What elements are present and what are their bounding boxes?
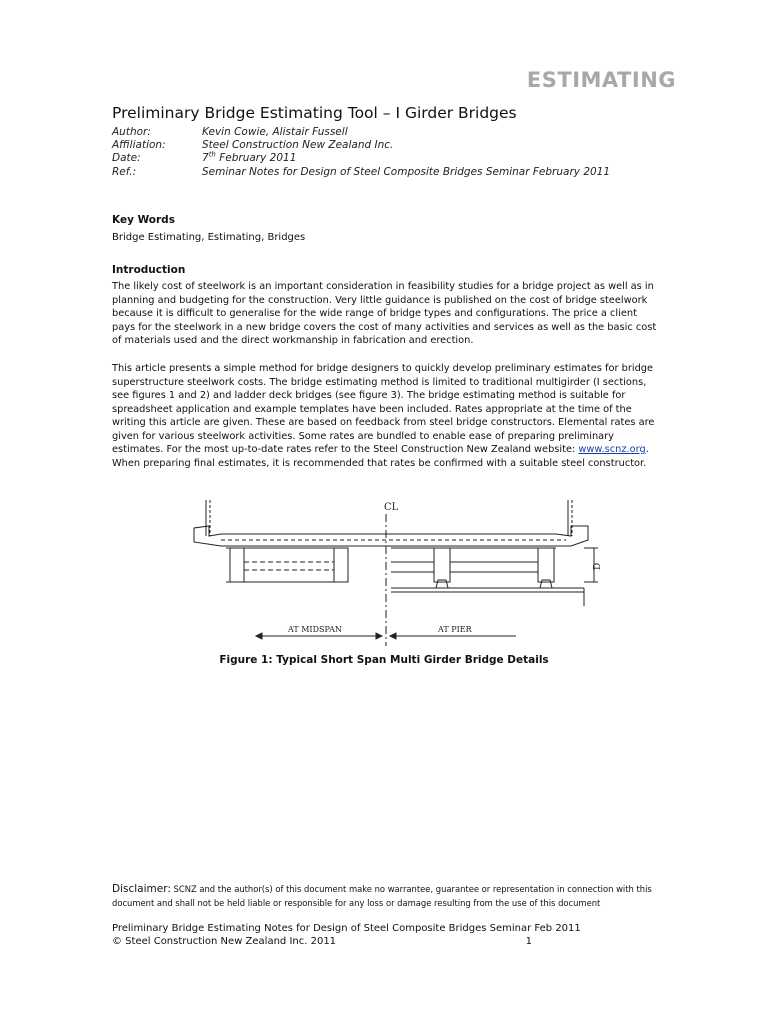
- link-prefix: estimates. For the most up-to-date rates refer to the Steel Construction New Zealand website:: [112, 444, 579, 455]
- disclaimer-text: SCNZ and the author(s) of this document make no warrantee, guarantee or representation in connection with this: [170, 884, 652, 894]
- depth-label: D: [593, 562, 603, 570]
- paragraph-line: given for various steelwork activities. Some rates are bundled to enable ease of preparing preliminary: [112, 430, 614, 442]
- paragraph-line: pays for the steelwork in a new bridge covers the cost of many activities and services as well as the basic cost: [112, 321, 657, 333]
- page-footer: [112, 922, 581, 948]
- figure-caption: Figure 1: Typical Short Span Multi Girder Bridge Details: [219, 654, 549, 666]
- footer-title: Preliminary Bridge Estimating Notes for Design of Steel Composite Bridges Seminar Feb 2011: [112, 923, 581, 934]
- meta-affiliation-value: Steel Construction New Zealand Inc.: [202, 139, 394, 152]
- introduction-paragraph-1: [112, 280, 672, 348]
- disclaimer-heading: Disclaimer:: [112, 883, 171, 895]
- link-suffix: .: [645, 444, 649, 455]
- footer-copyright: © Steel Construction New Zealand Inc. 2011: [112, 936, 337, 947]
- disclaimer: [112, 882, 682, 910]
- introduction-heading: Introduction: [112, 264, 186, 276]
- paragraph-line: planning and budgeting for the construction. Very little guidance is published on the cost of bridge steelwork: [112, 294, 648, 306]
- meta-ref-label: Ref.:: [112, 165, 137, 178]
- paragraph-line: because it is difficult to generalise for the wide range of bridge types and configurations. The price a client: [112, 308, 637, 319]
- document-title: Preliminary Bridge Estimating Tool – I Girder Bridges: [112, 104, 517, 122]
- paragraph-line-with-link: [112, 443, 672, 457]
- document-metadata: [112, 126, 610, 179]
- disclaimer-line: document and shall not be held liable or responsible for any loss or damage resulting from the use of this document: [112, 898, 601, 908]
- paragraph-line: When preparing final estimates, it is recommended that rates be confirmed with a suitable steel constructor.: [112, 457, 647, 469]
- meta-date-suffix: th: [208, 150, 216, 159]
- keywords-heading: Key Words: [112, 214, 175, 226]
- footer-copyright-row: [112, 935, 532, 948]
- paragraph-line: This article presents a simple method for bridge designers to quickly develop preliminary estimates for bridge: [112, 363, 654, 374]
- paragraph-line: superstructure steelwork costs. The bridge estimating method is limited to traditional multigirder (I sections,: [112, 376, 647, 388]
- meta-ref-value: Seminar Notes for Design of Steel Composite Bridges Seminar February 2011: [202, 165, 611, 178]
- meta-author-label: Author:: [112, 126, 151, 138]
- footer-title-row: [112, 922, 581, 935]
- section-header: ESTIMATING: [526, 68, 676, 92]
- paragraph-line: spreadsheet application and example templates have been included. Rates appropriate at the time of the: [112, 403, 632, 415]
- meta-author-row: [112, 126, 610, 139]
- scnz-website-link[interactable]: www.scnz.org: [578, 444, 646, 455]
- paragraph-line: The likely cost of steelwork is an important consideration in feasibility studies for a bridge project as well as in: [112, 281, 654, 292]
- introduction-paragraph-2: [112, 362, 672, 470]
- meta-date-day: 7: [202, 152, 209, 165]
- centerline-label: CL: [384, 502, 399, 513]
- meta-date-row: [112, 152, 610, 165]
- page-number: 1: [525, 936, 532, 947]
- meta-ref-row: [112, 166, 610, 179]
- meta-date-rest: February 2011: [215, 152, 297, 165]
- meta-date-value: [202, 152, 296, 165]
- pier-label: AT PIER: [438, 625, 472, 634]
- disclaimer-line: [112, 882, 682, 896]
- meta-affiliation-row: [112, 139, 610, 152]
- midspan-label: AT MIDSPAN: [288, 625, 342, 634]
- bridge-section-drawing: [176, 496, 606, 648]
- keywords-text: Bridge Estimating, Estimating, Bridges: [112, 232, 306, 243]
- meta-affiliation-label: Affiliation:: [112, 139, 166, 152]
- meta-date-label: Date:: [112, 152, 141, 165]
- paragraph-line: see figures 1 and 2) and ladder deck bridges (see figure 3). The bridge estimating method is suitable for: [112, 390, 626, 401]
- paragraph-line: of materials used and the direct workmanship in fabrication and erection.: [112, 335, 474, 346]
- meta-author-value: Kevin Cowie, Alistair Fussell: [202, 126, 348, 138]
- paragraph-line: writing this article are given. These are based on feedback from steel bridge constructors. Elemental rates are: [112, 417, 655, 428]
